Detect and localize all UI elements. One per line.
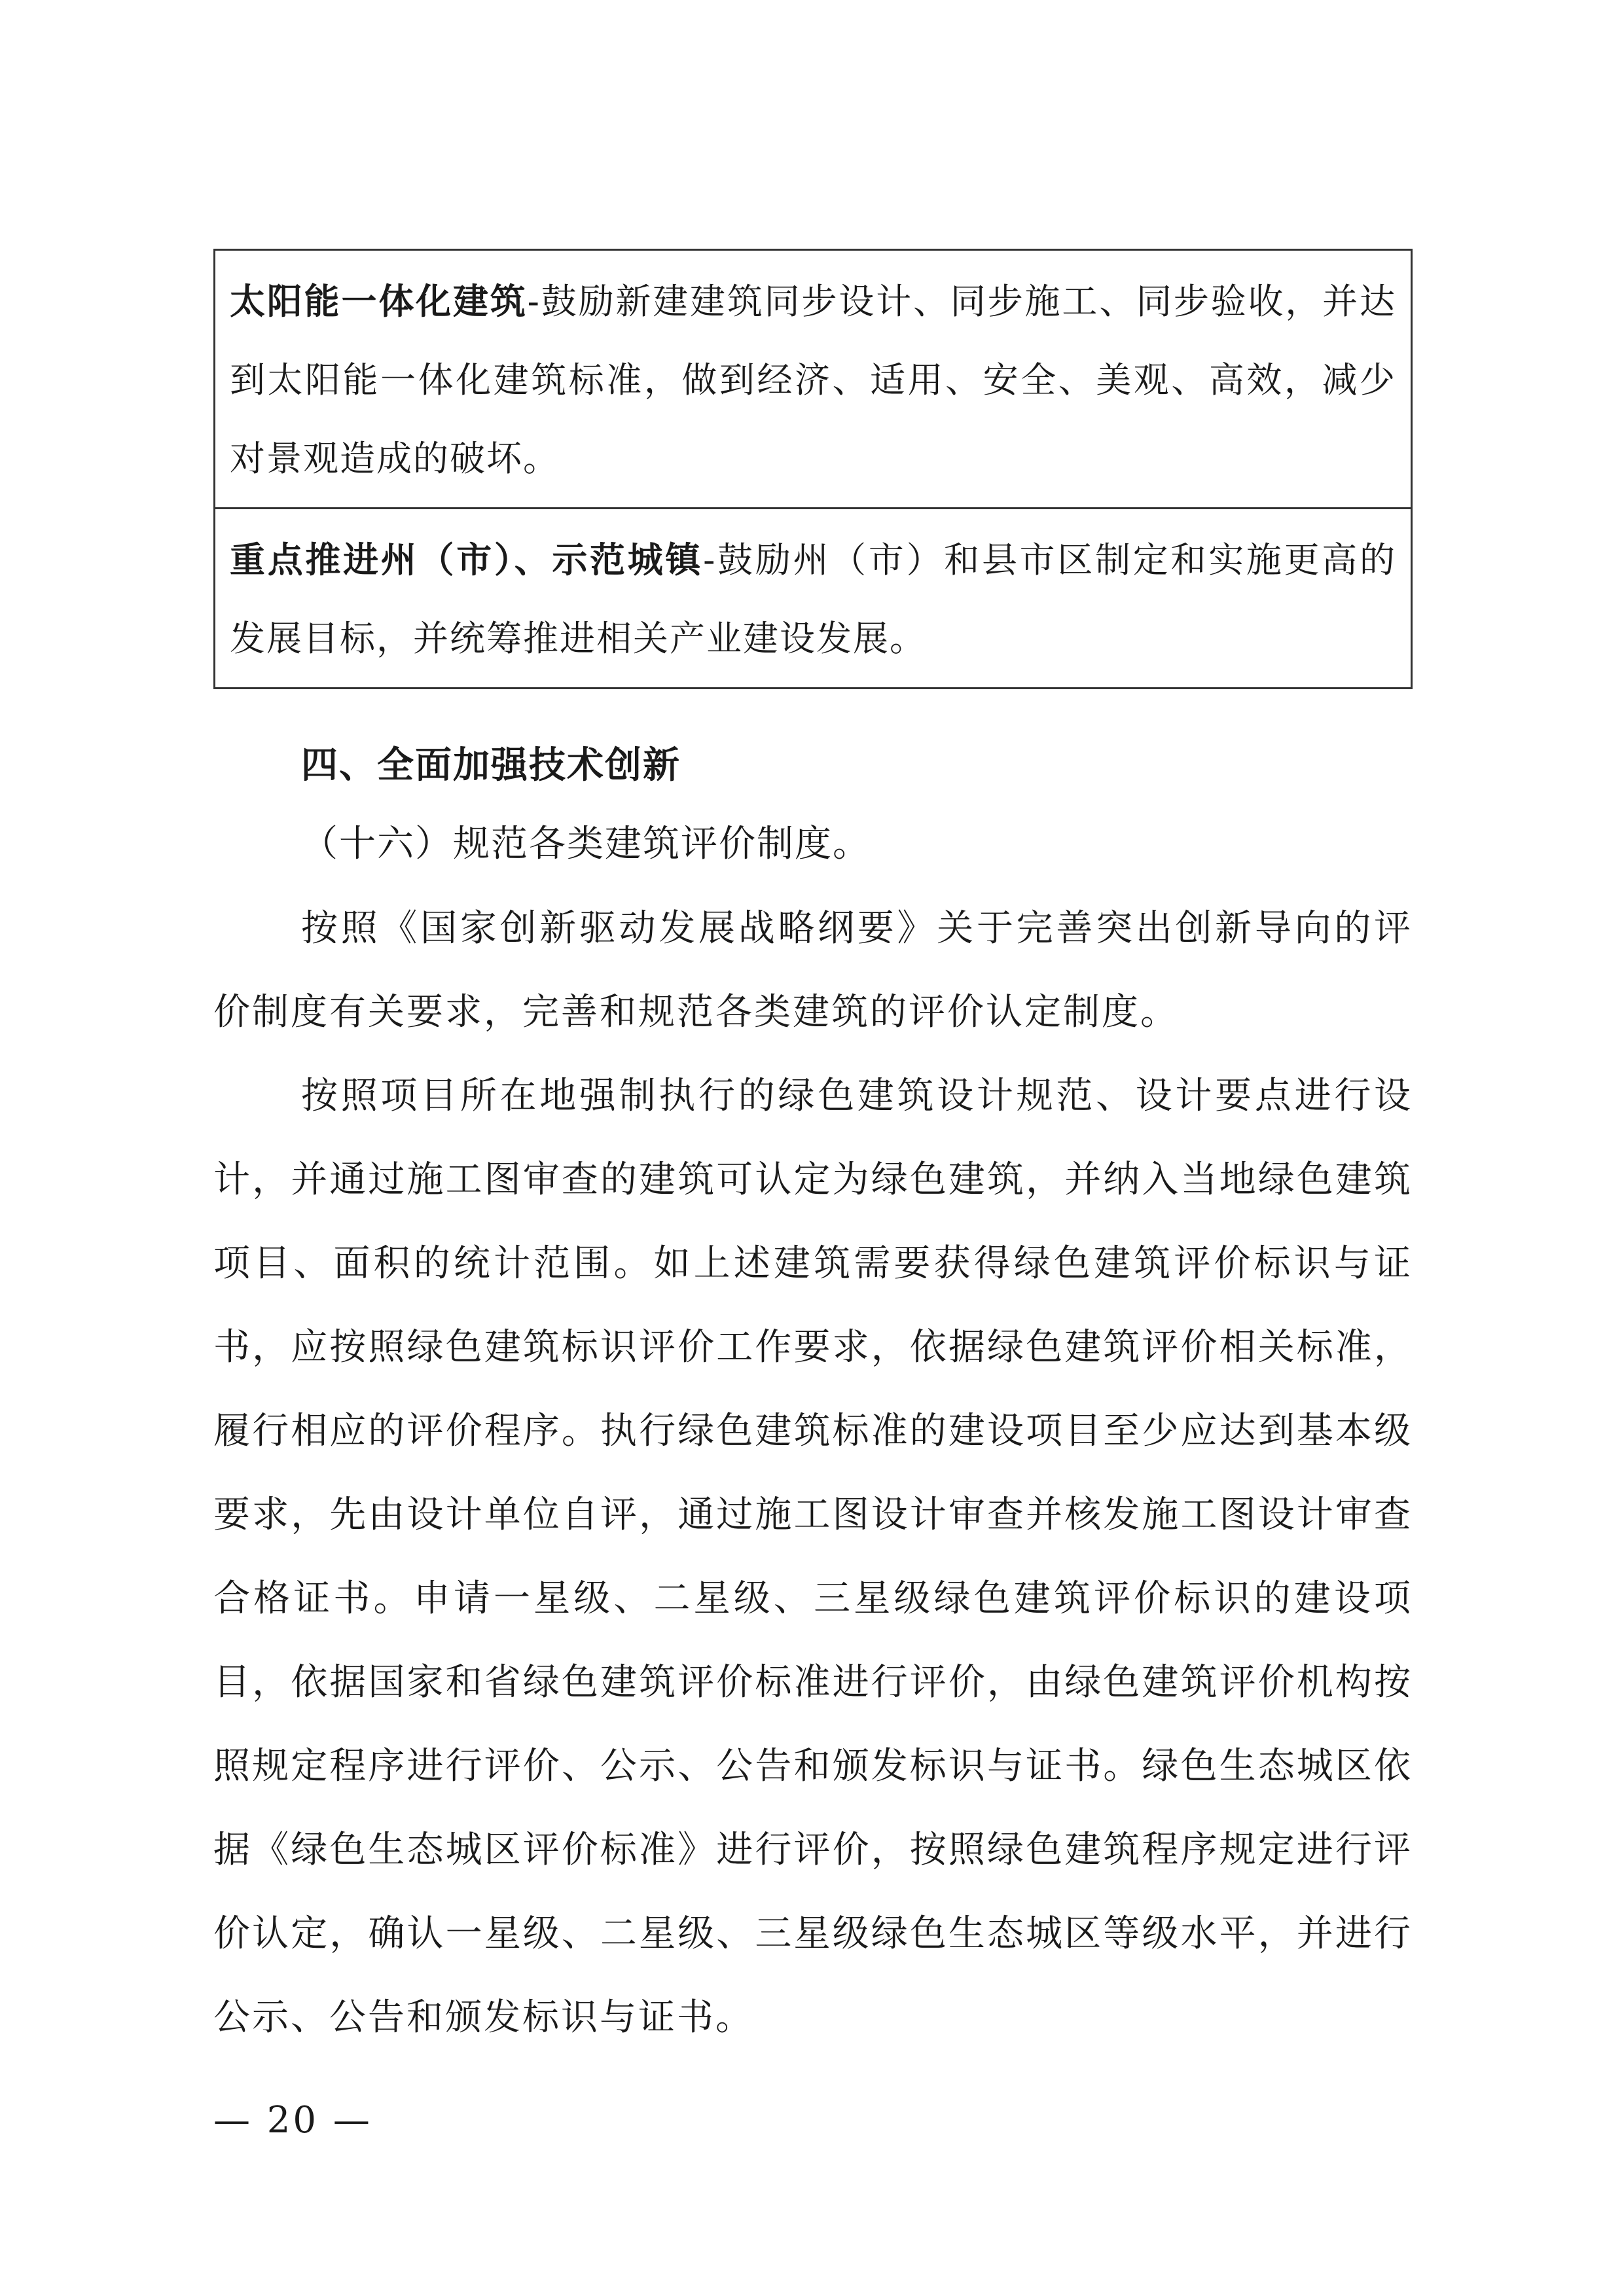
section-subheading: （十六）规范各类建筑评价制度。 <box>301 823 871 865</box>
row-description: -鼓励新建建筑同步设计、同步施工、同步验收，并达到太阳能一体化建筑标准，做到经济、适用、安全、美观、高效，减少对景观造成的破坏。 <box>230 281 1397 479</box>
row-term: 太阳能一体化建筑 <box>230 281 528 322</box>
row-term: 重点推进州（市）、示范城镇 <box>230 539 704 581</box>
paragraph: 按照《国家创新驱动发展战略纲要》关于完善突出创新导向的评价制度有关要求，完善和规范各类建筑的评价认定制度。 <box>213 907 1413 1033</box>
page-number: — 20 — <box>213 2099 372 2142</box>
row-description: -鼓励州（市）和县市区制定和实施更高的发展目标，并统筹推进相关产业建设发展。 <box>230 539 1396 659</box>
table-row <box>215 251 1411 507</box>
policy-table <box>213 249 1413 689</box>
table-row <box>215 507 1411 687</box>
paragraph: 按照项目所在地强制执行的绿色建筑设计规范、设计要点进行设计，并通过施工图审查的建筑可认定为绿色建筑，并纳入当地绿色建筑项目、面积的统计范围。如上述建筑需要获得绿色建筑评价标识与证书，应按照绿色建筑标识评价工作要求，依据绿色建筑评价相关标准，履行相应的评价程序。执行绿色建筑标准的建设项目至少应达到基本级要求，先由设计单位自评，通过施工图设计审查并核发施工图设计审查合格证书。申请一星级、二星级、三星级绿色建筑评价标识的建设项目，依据国家和省绿色建筑评价标准进行评价，由绿色建筑评价机构按照规定程序进行评价、公示、公告和颁发标识与证书。绿色生态城区依据《绿色生态城区评价标准》进行评价，按照绿色建筑程序规定进行评价认定，确认一星级、二星级、三星级绿色生态城区等级水平，并进行公示、公告和颁发标识与证书。 <box>213 1075 1413 2039</box>
body-text <box>213 887 1413 2060</box>
section-heading: 四、全面加强技术创新 <box>301 744 681 787</box>
